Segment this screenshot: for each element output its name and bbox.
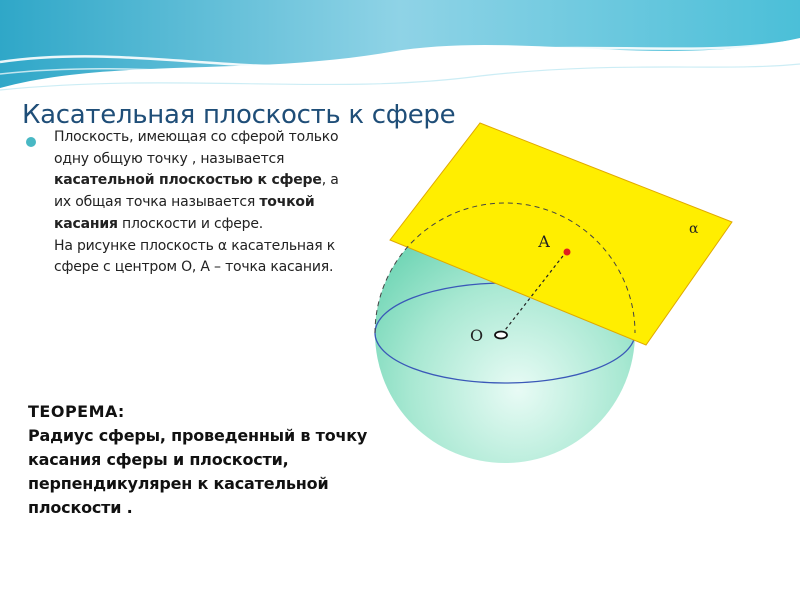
label-center-o: О bbox=[470, 326, 484, 345]
definition-part-1: Плоскость, имеющая со сферой только одну общую точку , называется bbox=[54, 129, 339, 167]
sphere-center-o bbox=[495, 332, 507, 339]
definition-part-2: , а их общая точка называется bbox=[54, 172, 339, 211]
definition-part-3: плоскости и сфере. bbox=[117, 215, 263, 232]
definition-text bbox=[54, 127, 354, 279]
figure-caption: На рисунке плоскость α касательная к сфере с центром О, А – точка касания. bbox=[54, 237, 335, 276]
label-point-a: А bbox=[538, 232, 551, 251]
page-title: Касательная плоскость к сфере bbox=[22, 100, 456, 130]
theorem-heading: ТЕОРЕМА: bbox=[28, 402, 125, 421]
term-tangent-plane: касательной плоскостью к сфере bbox=[54, 172, 322, 189]
theorem-statement: Радиус сферы, проведенный в точку касания сферы и плоскости, перпендикулярен к касательной плоскости . bbox=[28, 426, 368, 517]
term-point-of-tangency: точкой касания bbox=[54, 194, 315, 232]
label-plane-alpha: α bbox=[689, 221, 699, 237]
bullet-icon bbox=[26, 137, 36, 147]
tangent-point-a bbox=[564, 249, 571, 256]
theorem-block bbox=[28, 400, 388, 520]
